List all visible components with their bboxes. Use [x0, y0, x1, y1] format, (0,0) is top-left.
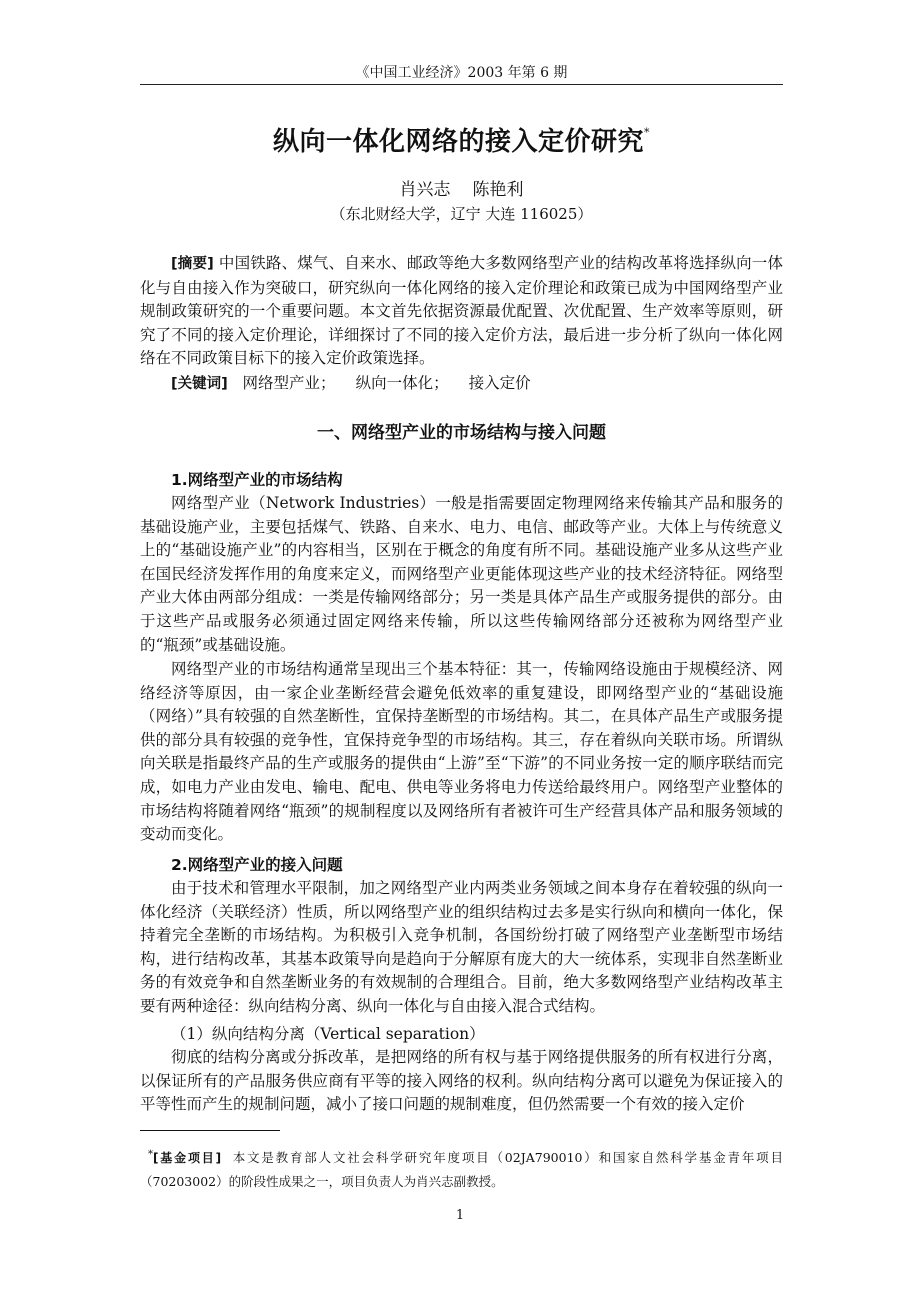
keywords	[140, 372, 783, 397]
subsection-heading: 1.网络型产业的市场结构	[171, 471, 343, 489]
abstract-label: [摘要]	[171, 256, 214, 272]
keyword-list	[243, 374, 551, 392]
author-name: 肖兴志	[399, 180, 451, 200]
keywords-label: [关键词]	[171, 376, 228, 392]
page-number: 1	[455, 1208, 465, 1223]
section-heading: 一、网络型产业的市场结构与接入问题	[317, 423, 606, 443]
body-paragraph: 网络型产业的市场结构通常呈现出三个基本特征：其一，传输网络设施由于规模经济、网络经济等原因，由一家企业垄断经营会避免低效率的重复建设，即网络型产业的“基础设施（网络）”具有较强的自然垄断性，宜保持垄断型的市场结构。其二，在具体产品生产或服务提供的部分具有较强的竞争性，宜保持竞争型的市场结构。其三，存在着纵向关联市场。所谓纵向关联是指最终产品的生产或服务的提供由“上游”至“下游”的不同业务按一定的顺序联结而完成，如电力产业由发电、输电、配电、供电等业务将电力传送给最终用户。网络型产业整体的市场结构将随着网络“瓶颈”的规制程度以及网络所有者被许可生产经营具体产品和服务领域的变动而变化。	[140, 660, 783, 844]
footnote-mark: *	[148, 1149, 153, 1160]
footnote	[140, 1143, 783, 1193]
keyword: 纵向一体化；	[355, 374, 449, 392]
keyword: 接入定价	[468, 374, 531, 392]
footnote-rule	[140, 1130, 280, 1131]
header-rule	[140, 84, 783, 85]
running-header: 《中国工业经济》2003 年第 6 期	[355, 65, 568, 81]
footnote-text: 本文是教育部人文社会科学研究年度项目（02JA790010）和国家自然科学基金青年项目（70203002）的阶段性成果之一，项目负责人为肖兴志副教授。	[140, 1150, 783, 1189]
title-footnote-mark: *	[644, 126, 650, 139]
abstract-text: 中国铁路、煤气、自来水、邮政等绝大多数网络型产业的结构改革将选择纵向一体化与自由接入作为突破口，研究纵向一体化网络的接入定价理论和政策已成为中国网络型产业规制政策研究的一个重要问题。本文首先依据资源最优配置、次优配置、生产效率等原则，研究了不同的接入定价理论，详细探讨了不同的接入定价方法，最后进一步分析了纵向一体化网络在不同政策目标下的接入定价政策选择。	[140, 254, 783, 368]
author-affiliation: （东北财经大学，辽宁 大连 116025）	[330, 205, 593, 223]
author-list	[140, 178, 783, 202]
title-text: 纵向一体化网络的接入定价研究	[272, 127, 644, 157]
body-paragraph: 彻底的结构分离或分拆改革，是把网络的所有权与基于网络提供服务的所有权进行分离，以保证所有的产品服务供应商有平等的接入网络的权利。纵向结构分离可以避免为保证接入的平等性而产生的规制问题，减小了接口问题的规制难度，但仍然需要一个有效的接入定价	[140, 1048, 783, 1114]
author-name: 陈艳利	[472, 180, 524, 200]
abstract	[140, 252, 783, 371]
body-paragraph: 由于技术和管理水平限制，加之网络型产业内两类业务领域之间本身存在着较强的纵向一体化经济（关联经济）性质，所以网络型产业的组织结构过去多是实行纵向和横向一体化，保持着完全垄断的市场结构。为积极引入竞争机制，各国纷纷打破了网络型产业垄断型市场结构，进行结构改革，其基本政策导向是趋向于分解原有庞大的大一统体系，实现非自然垄断业务的有效竞争和自然垄断业务的有效规制的合理组合。目前，绝大多数网络型产业结构改革主要有两种途径：纵向结构分离、纵向一体化与自由接入混合式结构。	[140, 879, 783, 1015]
paper-title	[140, 114, 783, 161]
keyword: 网络型产业；	[242, 374, 336, 392]
footnote-label: [基金项目]	[153, 1151, 222, 1165]
subsection-heading: 2.网络型产业的接入问题	[171, 856, 343, 874]
body-paragraph: 网络型产业（Network Industries）一般是指需要固定物理网络来传输其产品和服务的基础设施产业，主要包括煤气、铁路、自来水、电力、电信、邮政等产业。大体上与传统意义上的“基础设施产业”的内容相当，区别在于概念的角度有所不同。基础设施产业多从这些产业在国民经济发挥作用的角度来定义，而网络型产业更能体现这些产业的技术经济特征。网络型产业大体由两部分组成：一类是传输网络部分；另一类是具体产品生产或服务提供的部分。由于这些产品或服务必须通过固定网络来传输，所以这些传输网络部分还被称为网络型产业的“瓶颈”或基础设施。	[140, 494, 783, 654]
item-heading: （1）纵向结构分离（Vertical separation）	[171, 1025, 485, 1043]
